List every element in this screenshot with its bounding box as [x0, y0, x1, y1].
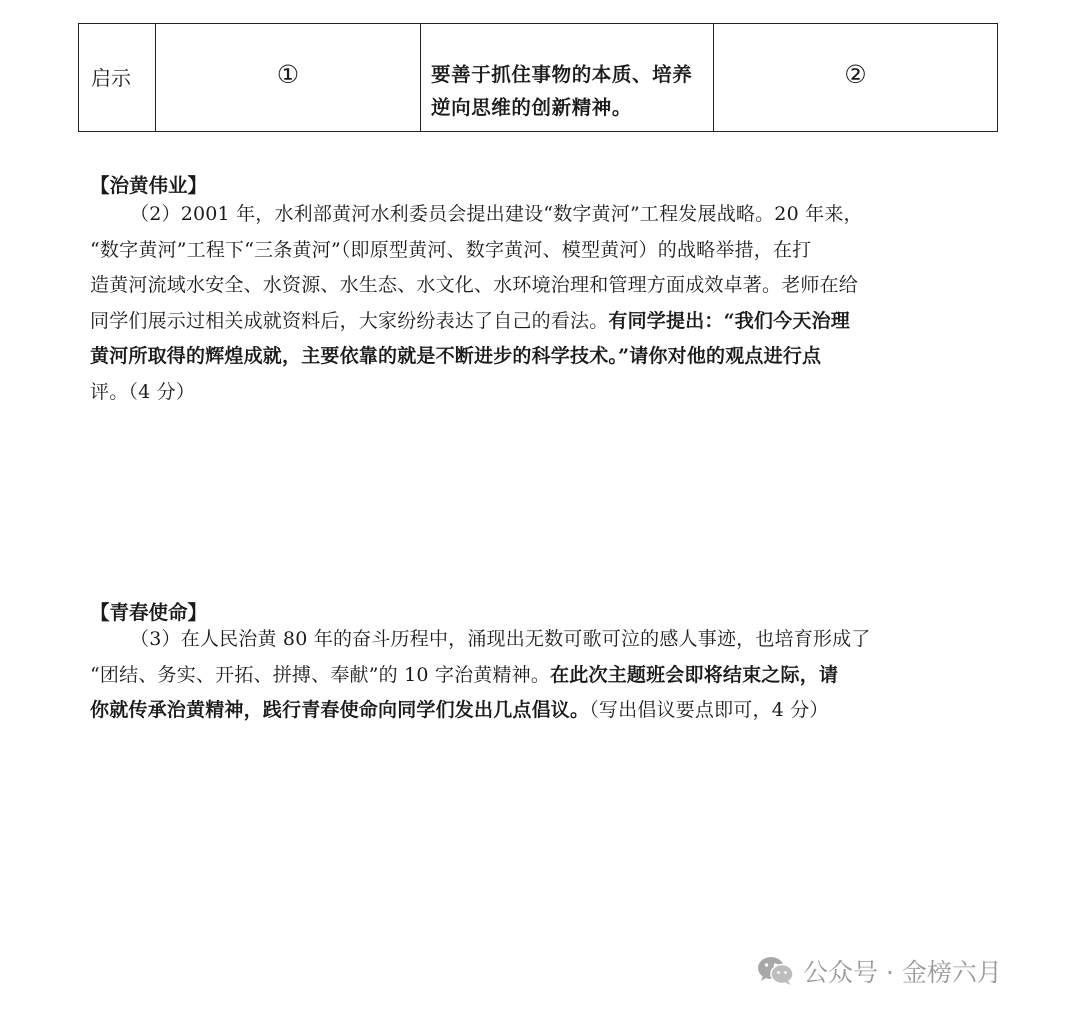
score-note: （4 分） — [128, 380, 196, 403]
paragraph-line: （3）在人民治黄 80 年的奋斗历程中，涌现出无数可歌可泣的感人事迹，也培育形成了 — [130, 628, 871, 650]
section-title-2: 【青春使命】 — [90, 601, 208, 624]
answer-table — [78, 23, 998, 132]
watermark-text: 公众号 · 金榜六月 — [803, 958, 1002, 987]
score-note: （写出倡议要点即可，4 分） — [589, 699, 829, 721]
blank-marker-1: ① — [276, 60, 300, 89]
table-cell-blank-1 — [156, 24, 421, 131]
line-bold: 在此次主题班会即将结束之际，请 — [550, 663, 839, 686]
line-normal: 同学们展示过相关成就资料后，大家纷纷表达了自己的看法。 — [90, 309, 609, 332]
line-normal: 评。 — [90, 380, 129, 403]
paragraph-line — [90, 375, 970, 411]
paragraph-line — [90, 658, 970, 694]
enlightenment-text: 要善于抓住事物的本质、培养逆向思维的创新精神。 — [431, 63, 693, 119]
section-title-1: 【治黄伟业】 — [90, 174, 208, 197]
question-3-paragraph — [90, 622, 970, 729]
row-label: 启示 — [91, 66, 131, 90]
question-2-paragraph — [90, 197, 970, 410]
blank-marker-2: ② — [844, 60, 867, 89]
line-bold: 有同学提出：“我们今天治理 — [608, 309, 850, 332]
wechat-icon — [757, 955, 795, 987]
table-cell-blank-2 — [714, 24, 997, 131]
table-cell-text — [421, 24, 714, 131]
line-bold: 你就传承治黄精神，践行青春使命向同学们发出几点倡议。 — [90, 699, 590, 721]
paragraph-line — [90, 693, 970, 729]
line-bold: 黄河所取得的辉煌成就，主要依靠的就是不断进步的科学技术。”请你对他的观点进行点 — [90, 345, 822, 367]
paragraph-line — [90, 339, 970, 375]
table-cell-label — [79, 24, 156, 131]
line-normal: “团结、务实、开拓、拼搏、奉献”的 10 字治黄精神。 — [90, 663, 551, 686]
paragraph-line — [90, 304, 970, 340]
paragraph-line: （2）2001 年，水利部黄河水利委员会提出建设“数字黄河”工程发展战略。20 年来， — [130, 203, 863, 225]
paragraph-line: 造黄河流域水安全、水资源、水生态、水文化、水环境治理和管理方面成效卓著。老师在给 — [90, 274, 859, 296]
paragraph-line: “数字黄河”工程下“三条黄河”（即原型黄河、数字黄河、模型黄河）的战略举措，在打 — [90, 238, 812, 261]
watermark — [757, 951, 1002, 991]
